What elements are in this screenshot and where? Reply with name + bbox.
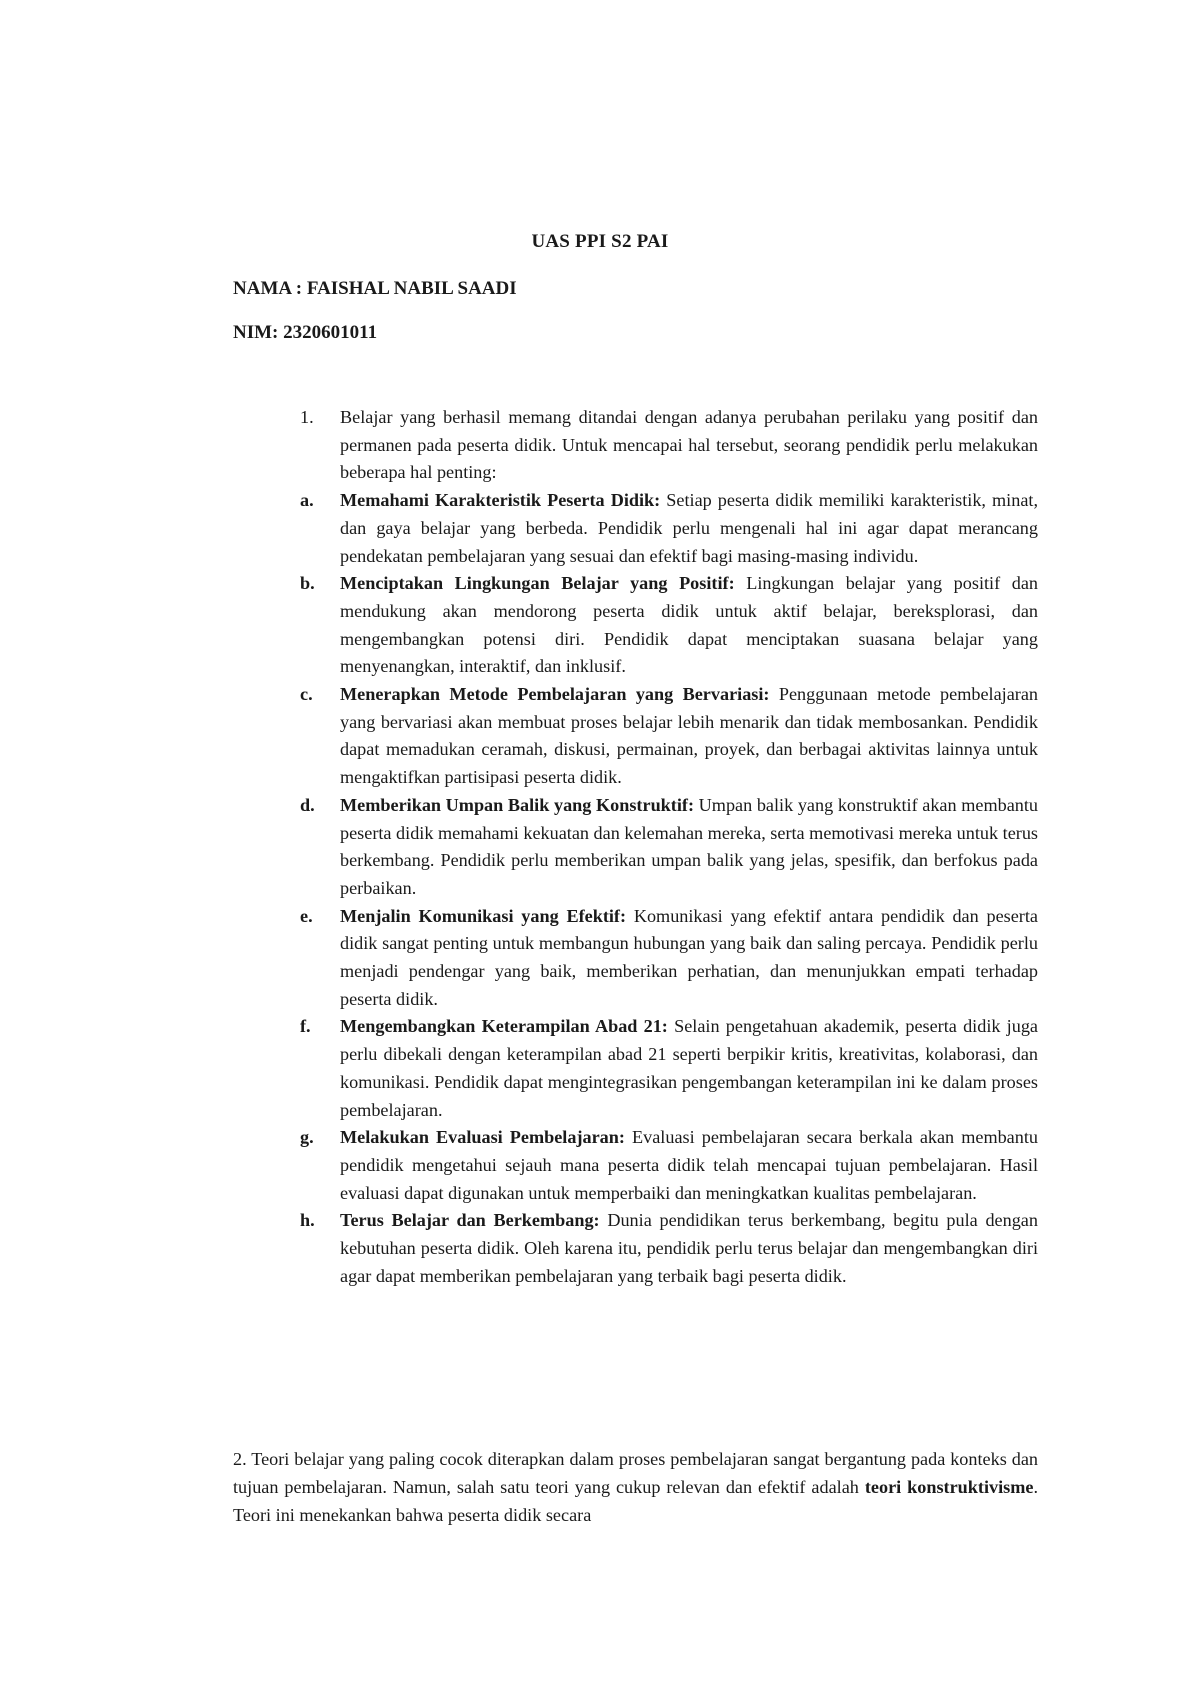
question-1 <box>300 404 1038 1291</box>
list-item <box>300 570 1038 681</box>
list-item-heading: Memberikan Umpan Balik yang Konstruktif: <box>340 794 695 815</box>
question-1-intro <box>300 404 1038 487</box>
list-item-text: Komunikasi yang efektif antara pendidik dan peserta didik sangat penting untuk membangun hubungan yang baik dan saling percaya. Pendidik perlu menjadi pendengar yang baik, memberikan perhatian, dan menunjukkan empati terhadap peserta didik. <box>340 905 1038 1009</box>
list-item-heading: Melakukan Evaluasi Pembelajaran: <box>340 1127 625 1148</box>
list-item-text: Selain pengetahuan akademik, peserta didik juga perlu dibekali dengan keterampilan abad 21 seperti berpikir kritis, kreativitas, kolaborasi, dan komunikasi. Pendidik dapat mengintegrasikan pengembangan keterampilan ini ke dalam proses pembelajaran. <box>340 1016 1038 1120</box>
list-item-text: Evaluasi pembelajaran secara berkala akan membantu pendidik mengetahui sejauh mana peserta didik telah mencapai tujuan pembelajaran. Hasil evaluasi dapat digunakan untuk memperbaiki dan meningkatkan kualitas pembelajaran. <box>340 1127 1038 1203</box>
question-1-number: 1. <box>300 407 314 427</box>
list-item-letter: h. <box>300 1210 315 1231</box>
list-item-letter: b. <box>300 573 315 594</box>
list-item-heading: Terus Belajar dan Berkembang: <box>340 1210 600 1231</box>
list-item-heading: Menerapkan Metode Pembelajaran yang Bervariasi: <box>340 684 770 705</box>
question-2-text-before: 2. Teori belajar yang paling cocok diterapkan dalam proses pembelajaran sangat bergantung pada konteks dan tujuan pembelajaran. Namun, salah satu teori yang cukup relevan dan efektif adalah <box>233 1449 1038 1497</box>
list-item-letter: e. <box>300 905 313 926</box>
list-item <box>300 1013 1038 1124</box>
document-title: UAS PPI S2 PAI <box>531 231 669 252</box>
list-item-heading: Menciptakan Lingkungan Belajar yang Positif: <box>340 573 735 594</box>
list-item-letter: c. <box>300 684 313 705</box>
list-item <box>300 681 1038 792</box>
list-item-text: Dunia pendidikan terus berkembang, begitu pula dengan kebutuhan peserta didik. Oleh karena itu, pendidik perlu terus belajar dan mengembangkan diri agar dapat memberikan pembelajaran yang terbaik bagi peserta didik. <box>340 1210 1038 1286</box>
list-item-letter: d. <box>300 794 315 815</box>
list-item <box>300 903 1038 1014</box>
list-item <box>300 1124 1038 1207</box>
list-item-heading: Mengembangkan Keterampilan Abad 21: <box>340 1016 668 1037</box>
student-nim: NIM: 2320601011 <box>233 322 378 343</box>
list-item-heading: Menjalin Komunikasi yang Efektif: <box>340 905 627 926</box>
question-2 <box>233 1445 1038 1529</box>
list-item <box>300 487 1038 570</box>
list-item <box>300 792 1038 903</box>
list-item-text: Lingkungan belajar yang positif dan mendukung akan mendorong peserta didik untuk aktif belajar, bereksplorasi, dan mengembangkan potensi diri. Pendidik dapat menciptakan suasana belajar yang menyenangkan, interaktif, dan inklusif. <box>340 573 1039 677</box>
student-name: NAMA : FAISHAL NABIL SAADI <box>233 278 517 299</box>
list-item-letter: g. <box>300 1127 314 1148</box>
list-item-letter: a. <box>300 490 314 511</box>
list-item-text: Setiap peserta didik memiliki karakteristik, minat, dan gaya belajar yang berbeda. Pendidik perlu mengenali hal ini agar dapat merancang pendekatan pembelajaran yang sesuai dan efektif bagi masing-masing individu. <box>340 490 1039 566</box>
question-2-text-after: . Teori ini menekankan bahwa peserta didik secara <box>233 1477 1038 1525</box>
list-item-heading: Memahami Karakteristik Peserta Didik: <box>340 490 661 511</box>
list-item-letter: f. <box>300 1016 311 1037</box>
question-1-intro-text: Belajar yang berhasil memang ditandai dengan adanya perubahan perilaku yang positif dan permanen pada peserta didik. Untuk mencapai hal tersebut, seorang pendidik perlu melakukan beberapa hal penting: <box>340 407 1038 483</box>
question-2-emphasis: teori konstruktivisme <box>864 1477 1034 1497</box>
list-item-text: Penggunaan metode pembelajaran yang bervariasi akan membuat proses belajar lebih menarik dan tidak membosankan. Pendidik dapat memadukan ceramah, diskusi, permainan, proyek, dan berbagai aktivitas lainnya untuk mengaktifkan partisipasi peserta didik. <box>340 684 1038 788</box>
list-item <box>300 1207 1038 1290</box>
list-item-text: Umpan balik yang konstruktif akan membantu peserta didik memahami kekuatan dan kelemahan mereka, serta memotivasi mereka untuk terus berkembang. Pendidik perlu memberikan umpan balik yang jelas, spesifik, dan berfokus pada perbaikan. <box>340 794 1039 898</box>
